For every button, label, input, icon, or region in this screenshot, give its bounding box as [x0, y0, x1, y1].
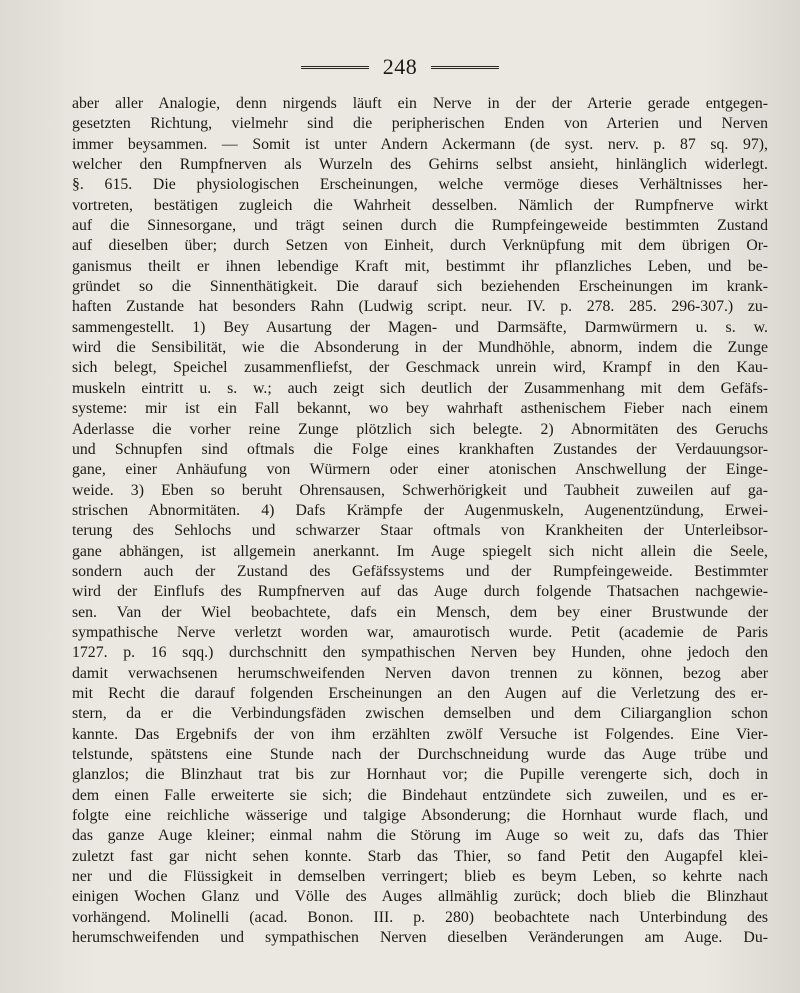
text-line: einigen Wochen Glanz und Völle des Auges allmählig zurück; doch blieb die Blinzhaut — [72, 888, 768, 906]
text-line: auf die Sinnesorgane, und trägt seinen durch die Rumpfeingeweide bestimmten Zustand — [72, 217, 768, 235]
text-line: ganismus theilt er ihnen lebendige Kraft mit, bestimmt ihr pflanzliches Leben, und be- — [72, 257, 768, 275]
text-line: zuletzt fast gar nicht sehen konnte. Starb das Thier, so fand Petit den Augapfel klei- — [72, 847, 768, 865]
text-line: immer beysammen. — Somit ist unter Andern Ackermann (de syst. nerv. p. 87 sq. 97), — [72, 135, 768, 153]
text-line: herumschweifenden und sympathischen Nerven dieselben Veränderungen am Auge. Du- — [72, 929, 768, 947]
text-line: sympathische Nerve verletzt worden war, amaurotisch wurde. Petit (academie de Paris — [72, 623, 768, 641]
header-rule-left — [301, 66, 369, 69]
page-number: 248 — [382, 54, 418, 79]
text-line: sondern auch der Zustand des Gefäfssystems und der Rumpfeingeweide. Bestimmter — [72, 562, 768, 580]
text-line: §. 615. Die physiologischen Erscheinungen, welche vermöge dieses Verhältnisses her- — [72, 176, 768, 194]
text-line: auf dieselben über; durch Setzen von Einheit, durch Verknüpfung mit dem übrigen Or- — [72, 237, 768, 255]
text-line: mit Recht die darauf folgenden Erscheinungen an den Augen auf die Verletzung des er- — [72, 684, 768, 702]
text-line: sammengestellt. 1) Bey Ausartung der Magen- und Darmsäfte, Darmwürmern u. s. w. — [72, 318, 768, 336]
text-line: sich belegt, Speichel zusammenfliefst, der Geschmack unrein wird, Krampf in den Kau- — [72, 359, 768, 377]
text-line: terung des Sehlochs und schwarzer Staar oftmals von Krankheiten der Unterleibsor- — [72, 522, 768, 540]
text-line: muskeln eintritt u. s. w.; auch zeigt sich deutlich der Zusammenhang mit dem Gefäfs- — [72, 379, 768, 397]
text-line: wird der Einflufs des Rumpfnerven auf das Auge durch folgende Thatsachen nachgewie- — [72, 583, 768, 601]
text-line: weide. 3) Eben so beruht Ohrensausen, Schwerhörigkeit und Taubheit zuweilen auf ga- — [72, 481, 768, 499]
text-line: ner und die Flüssigkeit in demselben verringert; blieb es beym Leben, so kehrte nach — [72, 868, 768, 886]
text-line: Aderlasse die vorher reine Zunge plötzlich sich belegte. 2) Abnormitäten des Geruchs — [72, 420, 768, 438]
text-line: damit verwachsenen herumschweifenden Nerven davon trennen zu können, bezog aber — [72, 664, 768, 682]
text-line: gesetzten Richtung, vielmehr sind die peripherischen Enden von Arterien und Nerven — [72, 115, 768, 133]
body-text — [72, 94, 768, 948]
text-line: gane abhängen, ist allgemein anerkannt. Im Auge spiegelt sich nicht allein die Seele, — [72, 542, 768, 560]
text-line: strischen Abnormitäten. 4) Dafs Krämpfe der Augenmuskeln, Augenentzündung, Erwei- — [72, 501, 768, 519]
text-line: das ganze Auge kleiner; einmal nahm die Störung im Auge so weit zu, dafs das Thier — [72, 827, 768, 845]
text-line: aber aller Analogie, denn nirgends läuft ein Nerve in der der Arterie gerade entgegen- — [72, 95, 768, 112]
text-line: kannte. Das Ergebnifs der von ihm erzählten zwölf Versuche ist Folgendes. Eine Vier- — [72, 725, 768, 743]
text-line: sen. Van der Wiel beobachtete, dafs ein Mensch, dem bey einer Brustwunde der — [72, 603, 768, 621]
text-line: vortreten, bestätigen zugleich die Wahrheit desselben. Nämlich der Rumpfnerve wirkt — [72, 196, 768, 214]
text-line: folgte eine reichliche wässerige und talgige Absonderung; die Hornhaut wurde flach, und — [72, 807, 768, 825]
text-line: gründet so die Sinnenthätigkeit. Die darauf sich beziehenden Erscheinungen im krank- — [72, 278, 768, 296]
text-line: vorhängend. Molinelli (acad. Bonon. III. p. 280) beobachtete nach Unterbindung des — [72, 908, 768, 926]
text-line: telstunde, spätstens eine Stunde nach der Durchschneidung wurde das Auge trübe und — [72, 746, 768, 763]
text-line: wird die Sensibilität, wie die Absonderung in der Mundhöhle, abnorm, indem die Zunge — [72, 339, 768, 357]
text-line: welcher den Rumpfnerven als Wurzeln des Gehirns selbst ansieht, hinlänglich widerlegt. — [72, 156, 768, 174]
page-header — [0, 52, 800, 82]
text-line: glanzlos; die Blinzhaut trat bis zur Hornhaut vor; die Pupille verengerte sich, doch in — [72, 766, 768, 784]
text-line: dem einen Falle erweiterte sie sich; die Bindehaut entzündete sich zuweilen, und es er- — [72, 786, 768, 804]
text-line: haften Zustande hat besonders Rahn (Ludwig script. neur. IV. p. 278. 285. 296-307.) zu- — [72, 298, 768, 316]
text-line: 1727. p. 16 sqq.) durchschnitt den sympathischen Nerven bey Hunden, ohne jedoch den — [72, 644, 768, 662]
text-line: stern, da er die Verbindungsfäden zwischen demselben und dem Ciliarganglion schon — [72, 705, 768, 723]
text-line: und Schnupfen sind oftmals die Folge eines krankhaften Zustandes der Verdauungsor- — [72, 440, 768, 458]
text-line: gane, einer Anhäufung von Würmern oder einer atonischen Anschwellung der Einge- — [72, 461, 768, 479]
text-line: systeme: mir ist ein Fall bekannt, wo bey wahrhaft asthenischem Fieber nach einem — [72, 400, 768, 418]
header-rule-right — [431, 66, 499, 69]
